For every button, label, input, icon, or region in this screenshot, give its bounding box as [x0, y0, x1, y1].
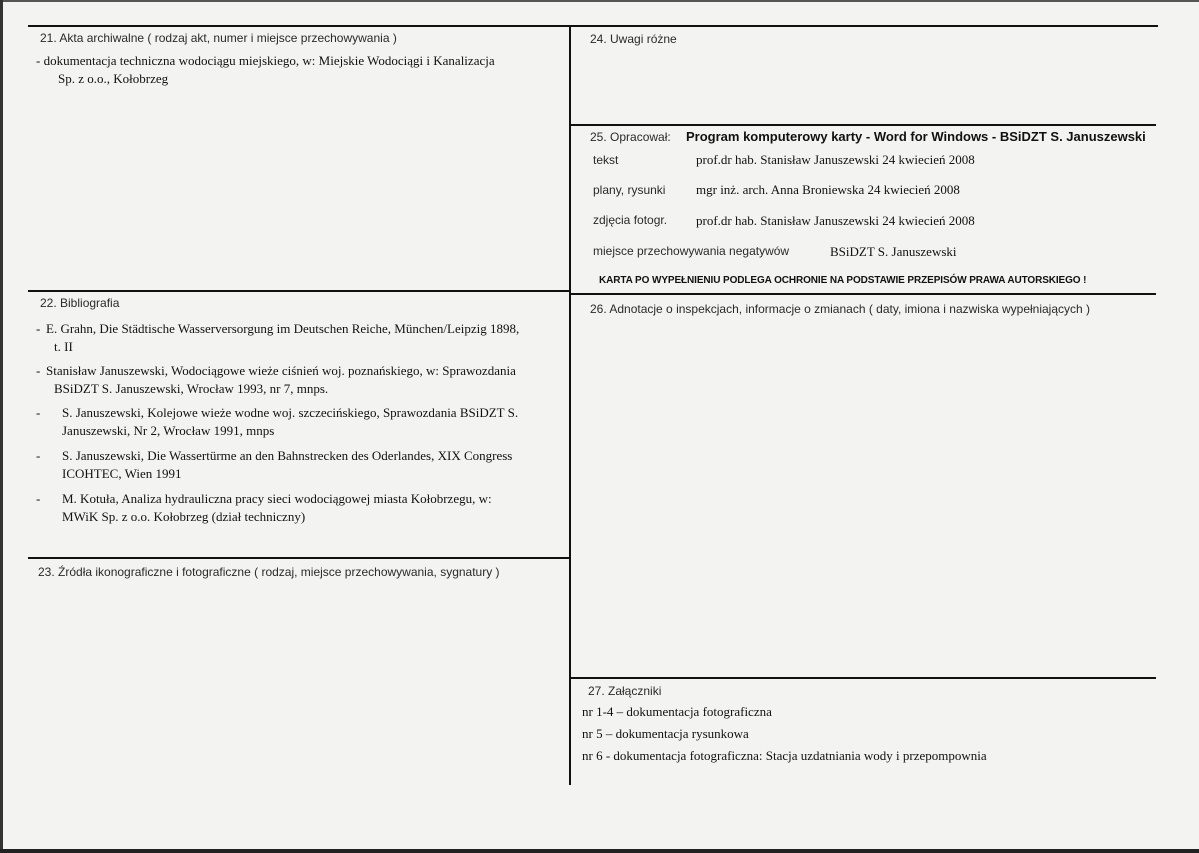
bibliography-item-line-1: S. Januszewski, Kolejowe wieże wodne woj. szczecińskiego, Sprawozdania BSiDZT S. — [62, 405, 519, 420]
bibliography-item-line-1: M. Kotuła, Analiza hydrauliczna pracy sieci wodociągowej miasta Kołobrzegu, w: — [62, 491, 492, 506]
section-24-title: 24. Uwagi różne — [590, 32, 677, 46]
bullet-dash: - — [36, 405, 41, 420]
author-row-value: prof.dr hab. Stanisław Januszewski 24 kwiecień 2008 — [696, 152, 975, 167]
bibliography-item — [36, 490, 558, 526]
attachment-item: nr 6 - dokumentacja fotograficzna: Stacja uzdatniania wody i przepompownia — [582, 748, 987, 763]
bibliography-item — [36, 447, 558, 483]
bibliography-item — [36, 320, 558, 356]
bibliography-item-line-2: MWiK Sp. z o.o. Kołobrzeg (dział techniczny) — [62, 509, 306, 524]
section-26-title: 26. Adnotacje o inspekcjach, informacje o zmianach ( daty, imiona i nazwiska wypełniających ) — [590, 302, 1091, 316]
bibliography-item-line-1: S. Januszewski, Die Wassertürme an den Bahnstrecken des Oderlandes, XIX Congress — [62, 448, 513, 463]
bibliography-item — [36, 362, 558, 398]
rule-left-after-22 — [28, 557, 570, 559]
copyright-warning: KARTA PO WYPEŁNIENIU PODLEGA OCHRONIE NA PODSTAWIE PRZEPISÓW PRAWA AUTORSKIEGO ! — [599, 275, 1087, 286]
program-info: Program komputerowy karty - Word for Windows - BSiDZT S. Januszewski — [686, 129, 1146, 144]
bibliography-item-line-2: Januszewski, Nr 2, Wrocław 1991, mnps — [62, 423, 275, 438]
rule-right-before-27 — [570, 677, 1156, 679]
section-21-title: 21. Akta archiwalne ( rodzaj akt, numer i miejsce przechowywania ) — [40, 31, 397, 45]
bullet-dash: - — [36, 448, 41, 463]
bullet-dash: - — [36, 491, 41, 506]
section-21-line-2: Sp. z o.o., Kołobrzeg — [58, 71, 169, 86]
section-27-title: 27. Załączniki — [588, 684, 662, 698]
author-row-value: mgr inż. arch. Anna Broniewska 24 kwiecień 2008 — [696, 182, 960, 197]
rule-right-after-24 — [570, 124, 1156, 126]
bibliography-item-line-1: E. Grahn, Die Städtische Wasserversorgung im Deutschen Reiche, München/Leipzig 1898, — [46, 321, 520, 336]
bibliography-item-line-2: BSiDZT S. Januszewski, Wrocław 1993, nr 7, mnps. — [54, 381, 329, 396]
author-row-label: plany, rysunki — [593, 183, 666, 197]
bullet-dash: - — [36, 321, 41, 336]
section-22-title: 22. Bibliografia — [40, 296, 120, 310]
bibliography-item-line-1: Stanisław Januszewski, Wodociągowe wieże ciśnień woj. poznańskiego, w: Sprawozdania — [46, 363, 516, 378]
author-row-value: prof.dr hab. Stanisław Januszewski 24 kwiecień 2008 — [696, 213, 975, 228]
center-divider — [569, 25, 571, 785]
section-21-entry — [36, 52, 558, 88]
author-row-label: zdjęcia fotogr. — [593, 213, 668, 227]
bibliography-item-line-2: t. II — [54, 339, 73, 354]
bullet-dash: - — [36, 363, 41, 378]
attachment-item: nr 1-4 – dokumentacja fotograficzna — [582, 704, 772, 719]
negatives-value: BSiDZT S. Januszewski — [830, 244, 957, 259]
rule-right-after-25 — [570, 293, 1156, 295]
section-23-title: 23. Źródła ikonograficzne i fotograficzne ( rodzaj, miejsce przechowywania, sygnatury ) — [38, 565, 500, 579]
section-21-line-1: - dokumentacja techniczna wodociągu miejskiego, w: Miejskie Wodociągi i Kanalizacja — [36, 53, 495, 68]
bibliography-item — [36, 404, 558, 440]
top-rule — [28, 25, 1158, 27]
section-25-label: 25. Opracował: — [590, 130, 671, 144]
scan-edge-left — [0, 0, 3, 853]
attachment-item: nr 5 – dokumentacja rysunkowa — [582, 726, 749, 741]
scan-edge-top — [0, 0, 1199, 2]
bibliography-item-line-2: ICOHTEC, Wien 1991 — [62, 466, 182, 481]
rule-left-after-21 — [28, 290, 570, 292]
scan-edge-bottom — [0, 849, 1199, 853]
negatives-label: miejsce przechowywania negatywów — [593, 244, 790, 258]
author-row-label: tekst — [593, 153, 619, 167]
